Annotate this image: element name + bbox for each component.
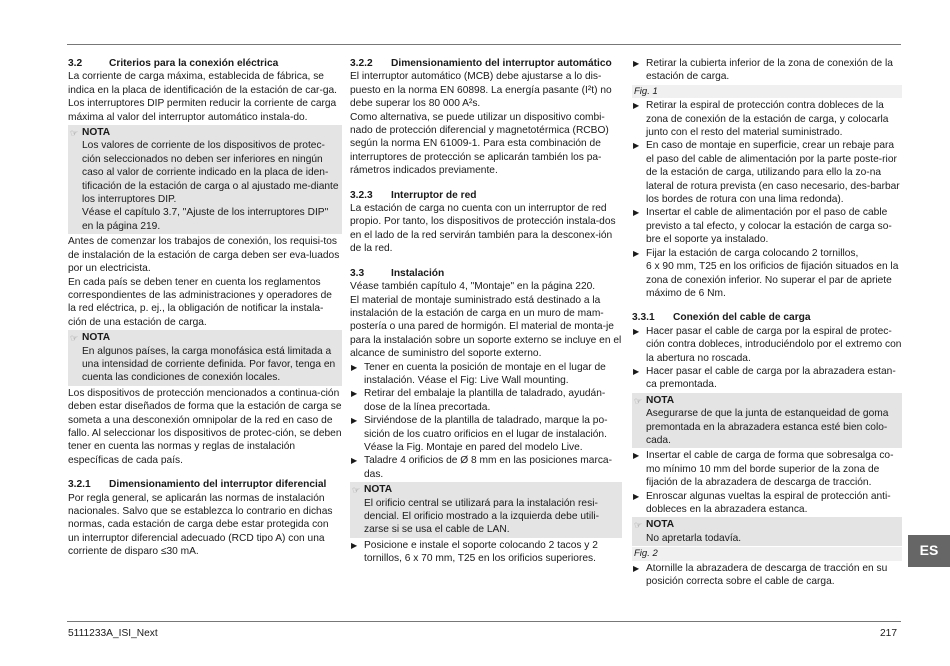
page-number: 217 bbox=[880, 628, 897, 639]
bullet-arrow-icon: ▶ bbox=[351, 540, 358, 550]
list-item-text: Taladre 4 orificios de Ø 8 mm en las posiciones marca-das. bbox=[364, 455, 612, 480]
column-1 bbox=[68, 57, 342, 559]
section-title: Interruptor de red bbox=[391, 189, 477, 201]
list-item bbox=[350, 539, 622, 566]
note-box bbox=[68, 125, 342, 234]
bullet-arrow-icon: ▶ bbox=[351, 362, 358, 372]
note-label: NOTA bbox=[646, 394, 675, 406]
section-number: 3.2.3 bbox=[350, 189, 373, 201]
paragraph: Véase también capítulo 4, "Montaje" en la página 220. bbox=[350, 281, 596, 293]
note-text: En algunos países, la carga monofásica está limitada a una intensidad de corriente definida. Por favor, tenga en cuenta las condiciones de conexión locales. bbox=[82, 345, 336, 384]
list-item-text: Retirar la cubierta inferior de la zona de conexión de la estación de carga. bbox=[646, 58, 893, 83]
note-icon: ☞ bbox=[634, 395, 643, 406]
top-rule bbox=[67, 44, 901, 45]
section-heading-3-3 bbox=[350, 267, 622, 280]
section-heading-3-2-1 bbox=[68, 478, 342, 491]
language-tab: ES bbox=[908, 535, 950, 567]
list-item-text: Insertar el cable de carga de forma que sobresalga co-mo mínimo 10 mm del borde superior de la zona de fijación de la abrazadera de descarga de tracción. bbox=[646, 450, 894, 489]
section-title: Conexión del cable de carga bbox=[673, 312, 811, 324]
list-item bbox=[632, 247, 902, 301]
list-item bbox=[632, 490, 902, 517]
paragraph: Los dispositivos de protección mencionados a continua-ción deben estar diseñados de forma que la estación de carga se someta a una desconexión omnipolar de la red en caso de fallo. Al seleccionar los dispositivos de protec-ción, se deben tener en cuenta las normas y reglas de instalación específicas de cada país. bbox=[68, 387, 342, 466]
list-item-text: Insertar el cable de alimentación por el paso de cable previsto a tal efecto, y colocar la estación de carga so-bre el soporte ya instalado. bbox=[646, 207, 892, 246]
section-heading-3-3-1 bbox=[632, 311, 902, 324]
bullet-arrow-icon: ▶ bbox=[351, 389, 358, 399]
note-box bbox=[68, 330, 342, 386]
list-item bbox=[350, 454, 622, 481]
bullet-arrow-icon: ▶ bbox=[633, 451, 640, 461]
paragraph: El interruptor automático (MCB) debe ajustarse a lo dis-puesto en la norma EN 60898. La energía pasante (I²t) no debe superar los 80 000 A²s. bbox=[350, 71, 612, 110]
figure-caption: Fig. 2 bbox=[632, 547, 902, 560]
section-heading-3-2 bbox=[68, 57, 342, 70]
note-icon: ☞ bbox=[352, 485, 361, 496]
bullet-arrow-icon: ▶ bbox=[633, 326, 640, 336]
bullet-arrow-icon: ▶ bbox=[351, 416, 358, 426]
section-number: 3.3.1 bbox=[632, 312, 655, 324]
section-heading-3-2-2 bbox=[350, 57, 622, 70]
paragraph: La estación de carga no cuenta con un interruptor de red propio. Por tanto, los dispositivos de protección instala-dos en el lado de la red servirán también para la desconex-ión de la red. bbox=[350, 203, 616, 255]
note-box bbox=[632, 393, 902, 449]
paragraph: Como alternativa, se puede utilizar un dispositivo combi-nado de protección diferencial y magnetotérmica (RCBO) según la norma EN 61009-1. Para esta combinación de interruptores de protección se aplicarán también los pa-rámetros indicados previamente. bbox=[350, 111, 609, 177]
list-item-text: Enroscar algunas vueltas la espiral de protección anti-dobleces en la abrazadera estanca. bbox=[646, 490, 891, 515]
list-item bbox=[632, 139, 902, 206]
paragraph: El material de montaje suministrado está destinado a la instalación de la estación de carga en un muro de mam-postería o una pared de hormigón. El material de monta-je para la instalación sobre un soporte externo se incluye en el alcance de suministro del soporte externo. bbox=[350, 294, 622, 360]
note-reference: Véase el capítulo 3.7, "Ajuste de los interruptores DIP" en la página 219. bbox=[82, 207, 329, 232]
list-item-text: Posicione e instale el soporte colocando 2 tacos y 2 tornillos, 6 x 70 mm, T25 en los orificios superiores. bbox=[364, 539, 598, 565]
note-text: Los valores de corriente de los dispositivos de protec-ción seleccionados no deben ser inferiores en ningún caso al valor de corriente indicado en la placa de iden-tificación de la estación de carga o al ajustado me-diante los interruptores DIP. bbox=[82, 140, 339, 206]
note-label: NOTA bbox=[82, 127, 111, 139]
document-id: 5111233A_ISI_Next bbox=[68, 628, 158, 639]
list-item-text: Retirar la espiral de protección contra dobleces de la zona de conexión de la estación de carga, y colocarla junto con el resto del material suministrado. bbox=[646, 100, 889, 139]
bullet-arrow-icon: ▶ bbox=[633, 208, 640, 218]
note-box bbox=[632, 517, 902, 546]
note-text: No apretarla todavía. bbox=[646, 532, 742, 544]
list-item-text: Sirviéndose de la plantilla de taladrado, marque la po-sición de los cuatro orificios en el lugar de instalación. Véase la Fig. Montaje en pared del modelo Live. bbox=[364, 415, 608, 453]
list-item bbox=[632, 325, 902, 365]
list-item bbox=[632, 449, 902, 489]
bullet-arrow-icon: ▶ bbox=[633, 563, 640, 573]
bullet-arrow-icon: ▶ bbox=[351, 456, 358, 466]
note-label: NOTA bbox=[364, 484, 393, 496]
bullet-arrow-icon: ▶ bbox=[633, 248, 640, 258]
section-number: 3.2 bbox=[68, 58, 83, 69]
bullet-arrow-icon: ▶ bbox=[633, 101, 640, 111]
paragraph: La corriente de carga máxima, establecida de fábrica, se indica en la placa de identificación de la estación de car-ga. Los interruptores DIP permiten reducir la corriente de carga máxima al valor del interruptor automático instala-do. bbox=[68, 71, 338, 123]
figure-caption: Fig. 1 bbox=[632, 85, 902, 98]
note-icon: ☞ bbox=[634, 520, 643, 531]
note-box bbox=[350, 482, 622, 538]
list-item bbox=[350, 387, 622, 414]
bullet-arrow-icon: ▶ bbox=[633, 141, 640, 151]
section-title: Dimensionamiento del interruptor automático bbox=[391, 58, 612, 69]
note-text: El orificio central se utilizará para la instalación resi-dencial. El orificio mostrado a la izquierda debe utili-zarse si se usa el cable de LAN. bbox=[364, 497, 599, 536]
list-item bbox=[632, 57, 902, 84]
section-title: Dimensionamiento del interruptor diferencial bbox=[109, 479, 327, 491]
note-label: NOTA bbox=[82, 332, 111, 344]
list-item-text: Fijar la estación de carga colocando 2 tornillos, bbox=[646, 247, 859, 259]
bullet-arrow-icon: ▶ bbox=[633, 366, 640, 376]
column-3 bbox=[632, 57, 902, 588]
section-number: 3.2.2 bbox=[350, 58, 373, 69]
bottom-rule bbox=[67, 621, 901, 622]
list-item-text: Hacer pasar el cable de carga por la espiral de protec-ción contra dobleces, introduciéndolo por el extremo con la abertura no roscada. bbox=[646, 325, 902, 364]
list-item bbox=[632, 206, 902, 246]
bullet-arrow-icon: ▶ bbox=[633, 59, 640, 68]
list-item-text: En caso de montaje en superficie, crear un rebaje para el paso del cable de alimentación por la parte poste-rior de la estación de carga, utilizando para ello la zo-na lateral de rotura prevista (en caso necesario, des-barbar los bordes de rotura con una lima redonda). bbox=[646, 140, 900, 206]
note-text: Asegurarse de que la junta de estanqueidad de goma premontada en la abrazadera estanca esté bien colo-cada. bbox=[646, 408, 889, 446]
section-number: 3.2.1 bbox=[68, 479, 91, 491]
section-heading-3-2-3 bbox=[350, 189, 622, 202]
column-2 bbox=[350, 57, 622, 566]
paragraph: Antes de comenzar los trabajos de conexión, los requisi-tos de instalación de la estación de carga deben ser eva-luados por un electricista. bbox=[68, 236, 340, 275]
note-label: NOTA bbox=[646, 519, 675, 531]
note-icon: ☞ bbox=[70, 128, 79, 139]
list-item-text: Retirar del embalaje la plantilla de taladrado, ayudán-dose de la línea precortada. bbox=[364, 388, 606, 413]
paragraph: En cada país se deben tener en cuenta los reglamentos correspondientes de las administraciones y operadores de la red eléctrica, p. ej., la obligación de notificar la instala-ción de una estación de carga. bbox=[68, 276, 332, 328]
list-item bbox=[632, 99, 902, 139]
section-number: 3.3 bbox=[350, 267, 365, 279]
paragraph: Por regla general, se aplicarán las normas de instalación nacionales. Salvo que se establezca lo contrario en dichas normas, cada estación de carga debe estar protegida con un interruptor diferencial adecuado (RCD tipo A) con una corriente de disparo ≤30 mA. bbox=[68, 492, 333, 558]
list-item bbox=[350, 361, 622, 388]
list-item-text: Atornille la abrazadera de descarga de tracción en su posición correcta sobre el cable de carga. bbox=[646, 562, 888, 588]
list-item-text: Tener en cuenta la posición de montaje en el lugar de instalación. Véase el Fig: Live Wall mounting. bbox=[364, 361, 606, 386]
note-icon: ☞ bbox=[70, 333, 79, 344]
section-title: Instalación bbox=[391, 267, 445, 279]
list-item-text: 6 x 90 mm, T25 en los orificios de fijación situados en la zona de conexión inferior. No superar el par de apriete máximo de 6 Nm. bbox=[646, 261, 899, 299]
section-title: Criterios para la conexión eléctrica bbox=[109, 58, 279, 69]
list-item bbox=[350, 414, 622, 454]
bullet-arrow-icon: ▶ bbox=[633, 491, 640, 501]
list-item-text: Hacer pasar el cable de carga por la abrazadera estan-ca premontada. bbox=[646, 365, 896, 391]
list-item bbox=[632, 365, 902, 392]
list-item bbox=[632, 562, 902, 589]
